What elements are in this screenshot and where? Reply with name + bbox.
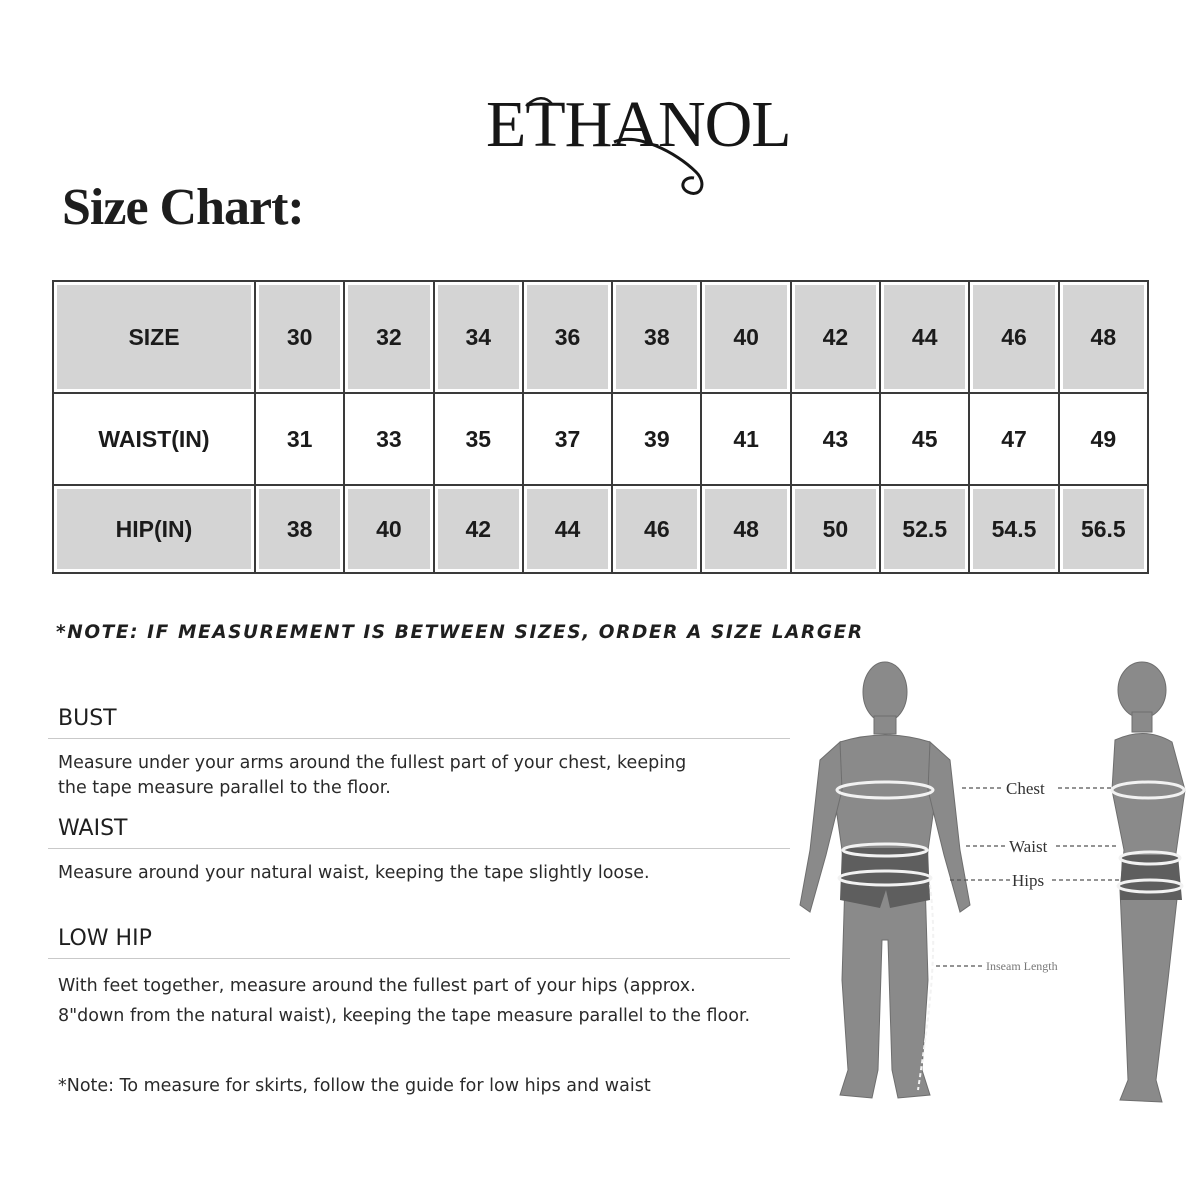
table-cell: 56.5 [1059, 485, 1148, 573]
table-cell: 38 [255, 485, 344, 573]
hip-row [53, 485, 1148, 573]
row-label-hip: HIP(IN) [53, 485, 255, 573]
section-title: LOW HIP [58, 926, 152, 951]
table-cell: 44 [880, 281, 969, 393]
table-cell: 46 [612, 485, 701, 573]
size-row [53, 281, 1148, 393]
brand-logo-text: ETHANOL [486, 88, 791, 161]
table-cell: 31 [255, 393, 344, 485]
label-waist: Waist [1009, 837, 1048, 856]
skirt-note: *Note: To measure for skirts, follow the guide for low hips and waist [58, 1076, 651, 1096]
text-line: 8"down from the natural waist), keeping the tape measure parallel to the floor. [58, 1006, 751, 1026]
table-cell: 41 [701, 393, 790, 485]
label-chest: Chest [1006, 779, 1045, 798]
table-cell: 43 [791, 393, 880, 485]
waist-row [53, 393, 1148, 485]
table-cell: 40 [701, 281, 790, 393]
table-cell: 35 [434, 393, 523, 485]
logo-swash-icon [486, 88, 791, 202]
table-cell: 40 [344, 485, 433, 573]
table-cell: 33 [344, 393, 433, 485]
table-cell: 49 [1059, 393, 1148, 485]
divider [48, 958, 790, 959]
brand-logo [486, 88, 791, 202]
section-low-hip [48, 924, 790, 1031]
text-line: the tape measure parallel to the floor. [58, 778, 391, 798]
text-line: With feet together, measure around the fullest part of your hips (approx. [58, 976, 696, 996]
section-title: WAIST [58, 816, 128, 841]
page-title: Size Chart: [62, 179, 304, 236]
text-line: Measure under your arms around the fullest part of your chest, keeping [58, 753, 687, 773]
table-cell: 38 [612, 281, 701, 393]
table-cell: 48 [1059, 281, 1148, 393]
table-cell: 39 [612, 393, 701, 485]
table-cell: 34 [434, 281, 523, 393]
row-label-size: SIZE [53, 281, 255, 393]
table-cell: 54.5 [969, 485, 1058, 573]
section-bust [48, 704, 790, 801]
table-cell: 45 [880, 393, 969, 485]
row-label-waist: WAIST(IN) [53, 393, 255, 485]
table-cell: 44 [523, 485, 612, 573]
divider [48, 848, 790, 849]
size-note: *NOTE: IF MEASUREMENT IS BETWEEN SIZES, ORDER A SIZE LARGER [56, 622, 864, 643]
measurement-figure [790, 650, 1200, 1120]
label-hips: Hips [1012, 871, 1045, 890]
table-cell: 52.5 [880, 485, 969, 573]
table-cell: 36 [523, 281, 612, 393]
table-cell: 50 [791, 485, 880, 573]
table-cell: 46 [969, 281, 1058, 393]
table-cell: 37 [523, 393, 612, 485]
section-text [58, 861, 798, 886]
table-cell: 30 [255, 281, 344, 393]
size-chart-table [52, 280, 1149, 574]
section-text [58, 751, 798, 801]
divider [48, 738, 790, 739]
table-cell: 42 [791, 281, 880, 393]
body-diagram [790, 650, 1200, 1120]
section-title: BUST [58, 706, 117, 731]
table-cell: 48 [701, 485, 790, 573]
section-text [58, 971, 798, 1031]
table-cell: 47 [969, 393, 1058, 485]
text-line: Measure around your natural waist, keeping the tape slightly loose. [58, 863, 650, 883]
label-inseam: Inseam Length [986, 959, 1058, 973]
table-cell: 32 [344, 281, 433, 393]
table-cell: 42 [434, 485, 523, 573]
section-waist [48, 814, 790, 886]
